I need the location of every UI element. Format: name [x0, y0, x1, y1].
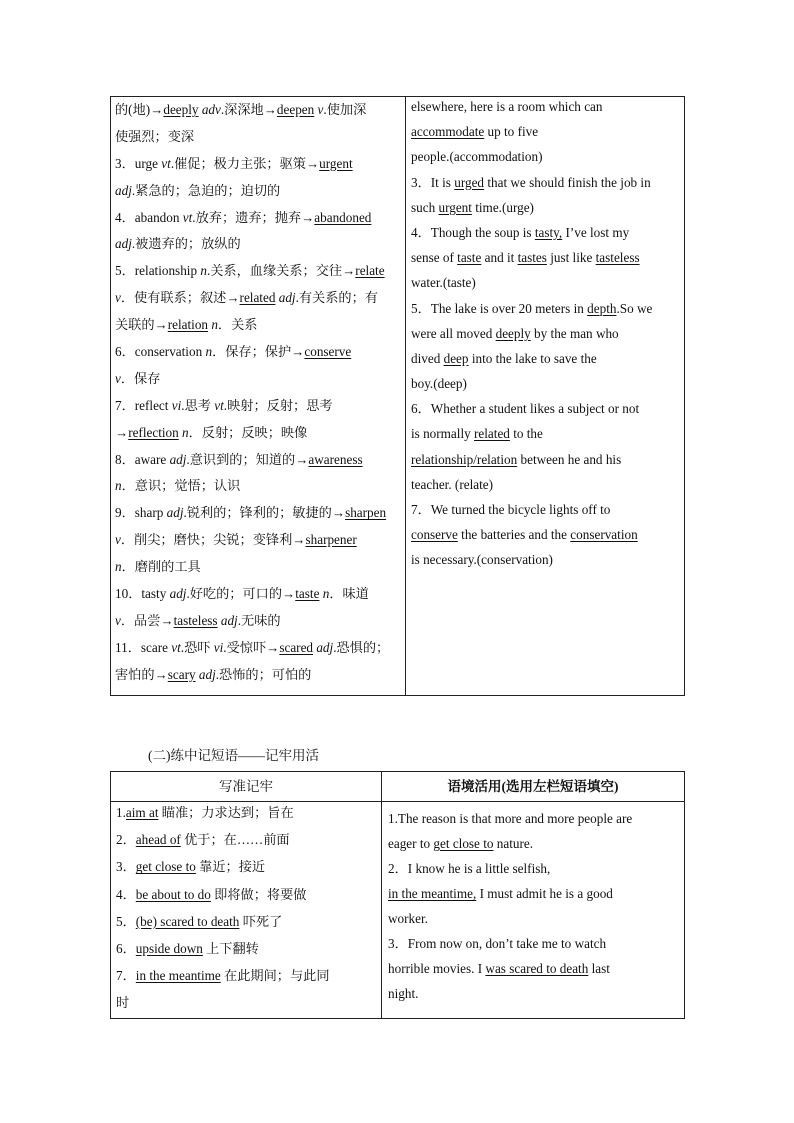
answer-text: (be) scared to death [135, 913, 240, 929]
text-segment: night. [388, 986, 419, 1001]
text-segment: .恐吓 [180, 639, 214, 655]
answer-text: urgent [319, 155, 353, 171]
text-segment: 5．The lake is over 20 meters in [411, 300, 588, 316]
text-line [411, 170, 683, 195]
text-line [411, 472, 683, 497]
text-segment: 11．scare [115, 639, 172, 655]
context-usage-column [411, 94, 683, 573]
text-line [115, 258, 403, 285]
answer-text: deeply [495, 325, 531, 341]
answer-text: in the meantime [135, 968, 221, 984]
part-of-speech: v [115, 370, 121, 386]
part-of-speech: adj [115, 236, 132, 252]
part-of-speech: n [211, 317, 218, 333]
text-segment: 上下翻转 [202, 940, 259, 956]
text-segment: 时 [116, 995, 130, 1011]
text-segment: .被遗弃的；放纵的 [131, 236, 241, 252]
text-line [411, 447, 683, 472]
text-segment: 的(地)→ [115, 102, 164, 117]
answer-text: related [239, 290, 276, 306]
part-of-speech: adj [115, 182, 132, 198]
text-segment: worker. [388, 911, 428, 926]
text-segment: people.(accommodation) [411, 149, 543, 165]
text-line [115, 527, 403, 554]
text-segment: 优于；在……前面 [180, 832, 290, 848]
text-segment: 3．It is [411, 174, 455, 190]
text-segment: ．使有联系；叙述→ [120, 290, 240, 306]
text-line [115, 662, 403, 689]
text-segment: .有关系的；有 [295, 290, 378, 306]
part-of-speech: adj [220, 612, 238, 628]
answer-text: taste [295, 586, 320, 602]
part-of-speech: adj [166, 505, 184, 521]
text-segment: .恐怖的；可怕的 [215, 666, 312, 682]
answer-text: urged [454, 174, 485, 190]
text-segment: .受惊吓→ [223, 639, 280, 655]
text-segment: horrible movies. I [388, 961, 486, 976]
text-line [115, 339, 403, 366]
answer-text: get close to [433, 836, 494, 851]
answer-text: scary [167, 666, 196, 682]
phrase-usage-column [388, 806, 680, 1006]
answer-text: get close to [135, 859, 196, 875]
answer-text: abandoned [314, 209, 372, 225]
text-segment: 4．abandon [115, 209, 183, 225]
part-of-speech: adj [198, 666, 216, 682]
text-segment: 关联的→ [115, 317, 168, 333]
text-segment: .使加深 [323, 102, 367, 117]
text-segment: 4．Though the soup is [411, 224, 535, 240]
answer-text: tastes [517, 250, 547, 266]
text-line [388, 831, 680, 856]
text-segment: is normally [411, 426, 475, 442]
text-line [411, 346, 683, 371]
text-line [411, 522, 683, 547]
part-of-speech: n [182, 424, 189, 440]
text-segment: ．磨削的工具 [121, 559, 201, 575]
text-line [115, 312, 403, 339]
phrase-list-column [116, 799, 378, 1017]
answer-text: deeply [163, 102, 199, 117]
text-segment: .映射；反射；思考 [223, 397, 333, 413]
text-segment: .深深地→ [220, 102, 277, 117]
text-segment: boy.(deep) [411, 376, 467, 392]
header-right: 语境活用(选用左栏短语填空) [447, 779, 619, 794]
text-line [115, 473, 403, 500]
text-segment: the batteries and the [457, 527, 571, 543]
text-line [116, 962, 378, 989]
text-line [115, 608, 403, 635]
text-line [388, 806, 680, 831]
answer-text: relate [355, 263, 385, 279]
text-segment: to the [509, 426, 543, 442]
phrase-table [110, 771, 685, 1019]
part-of-speech: v [115, 290, 121, 306]
answer-text: was scared to death [485, 961, 589, 976]
text-line [411, 94, 683, 119]
text-line [411, 396, 683, 421]
part-of-speech: vt [171, 639, 181, 655]
part-of-speech: v [115, 532, 121, 548]
text-line [116, 989, 378, 1016]
text-line [115, 178, 403, 205]
text-segment: 9．sharp [115, 505, 167, 521]
answer-text: related [474, 426, 510, 442]
text-segment: last [588, 961, 610, 976]
answer-text: sharpen [345, 505, 387, 521]
part-of-speech: vt [182, 209, 193, 225]
text-segment: .好吃的；可口的→ [186, 586, 296, 602]
text-segment: 4． [116, 886, 136, 902]
text-line [115, 285, 403, 312]
part-of-speech: adv [201, 102, 221, 117]
answer-text: deep [443, 350, 469, 366]
text-line [115, 366, 403, 393]
text-segment: 1.The reason is that more and more people are [388, 811, 633, 826]
word-family-column [115, 97, 403, 689]
text-segment: .催促；极力主张；驱策→ [170, 155, 320, 171]
text-segment: .无味的 [237, 612, 281, 628]
answer-text: depth [587, 300, 617, 316]
answer-text: deepen [276, 102, 315, 117]
text-line [115, 231, 403, 258]
text-segment: 2．I know he is a little selfish, [388, 861, 551, 876]
answer-text: upside down [135, 940, 203, 956]
answer-text: reflection [128, 424, 179, 440]
part-of-speech: adj [316, 639, 334, 655]
text-line [411, 144, 683, 169]
text-line [115, 124, 403, 151]
text-segment: ．品尝→ [120, 612, 174, 628]
text-segment: 在此期间；与此同 [220, 968, 330, 984]
text-line [411, 547, 683, 572]
text-line [116, 826, 378, 853]
text-segment: up to five [484, 124, 539, 140]
part-of-speech: n [322, 586, 330, 602]
text-segment: 吓死了 [239, 913, 283, 929]
text-line [115, 635, 403, 662]
text-segment: eager to [388, 836, 434, 851]
text-segment: 1. [116, 805, 126, 820]
part-of-speech: adj [278, 290, 296, 306]
part-of-speech: n [200, 263, 207, 279]
text-line [115, 581, 403, 608]
text-segment: 6． [116, 940, 136, 956]
text-segment: water.(taste) [411, 275, 476, 291]
text-segment: .锐利的；锋利的；敏捷的→ [183, 505, 346, 521]
text-segment: I’ve lost my [562, 224, 630, 240]
text-line [388, 906, 680, 931]
text-segment: time.(urge) [471, 199, 534, 215]
text-segment: ．反射；反映；映像 [188, 424, 308, 440]
text-line [388, 956, 680, 981]
text-line [388, 856, 680, 881]
answer-text: conserve [411, 527, 458, 543]
text-segment: nature. [493, 836, 534, 851]
answer-text: urgent [438, 199, 472, 215]
text-segment: .思考 [181, 397, 215, 413]
text-line [115, 151, 403, 178]
part-of-speech: n [115, 559, 122, 575]
text-line [115, 554, 403, 581]
part-of-speech: vi [213, 639, 224, 655]
text-line [411, 195, 683, 220]
text-line [388, 881, 680, 906]
text-segment: is necessary.(conservation) [411, 552, 553, 568]
answer-text: conservation [570, 527, 638, 543]
answer-text: tasty, [534, 224, 563, 240]
answer-text: scared [279, 639, 314, 655]
text-segment: ．味道 [329, 586, 369, 602]
text-line [116, 799, 378, 826]
text-line [115, 420, 403, 447]
answer-text: awareness [308, 451, 363, 467]
text-segment: were all moved [411, 325, 496, 341]
part-of-speech: vt [214, 397, 224, 413]
answer-text: ahead of [135, 832, 181, 848]
part-of-speech: adj [169, 451, 187, 467]
text-line [115, 447, 403, 474]
answer-text: tasteless [173, 612, 218, 628]
answer-text: sharpener [305, 532, 357, 548]
text-segment: 害怕的→ [115, 666, 168, 682]
text-segment: such [411, 199, 439, 215]
text-line [115, 393, 403, 420]
answer-text: in the meantime, [388, 886, 477, 901]
text-segment: 6．Whether a student likes a subject or not [411, 401, 640, 417]
text-segment: 10．tasty [115, 586, 170, 602]
text-line [388, 931, 680, 956]
part-of-speech: vt [161, 155, 171, 171]
part-of-speech: vi [171, 397, 182, 413]
text-line [411, 371, 683, 396]
text-line [115, 205, 403, 232]
text-line [411, 296, 683, 321]
text-line [116, 881, 378, 908]
text-segment: teacher. (relate) [411, 476, 493, 492]
answer-text: accommodate [411, 124, 485, 140]
text-line [116, 935, 378, 962]
text-line [411, 220, 683, 245]
vocabulary-table [110, 96, 685, 696]
text-segment: 5．relationship [115, 263, 201, 279]
text-segment: 靠近；接近 [195, 859, 266, 875]
text-segment: elsewhere, here is a room which can [411, 99, 603, 114]
text-segment: 6．conservation [115, 344, 206, 360]
answer-text: aim at [125, 805, 159, 820]
text-segment: dived [411, 350, 444, 366]
text-line [411, 245, 683, 270]
text-line [411, 119, 683, 144]
text-segment: 瞄准；力求达到；旨在 [158, 805, 294, 820]
text-line [115, 500, 403, 527]
text-segment: .So we [616, 300, 653, 316]
text-segment: that we should finish the job in [484, 174, 651, 190]
text-segment: → [115, 424, 129, 440]
column-divider [405, 97, 406, 695]
text-line [116, 853, 378, 880]
answer-text: relationship/relation [411, 451, 518, 467]
text-segment: 3．From now on, don’t take me to watch [388, 936, 607, 951]
text-line [388, 981, 680, 1006]
text-segment: ．保存 [120, 370, 161, 386]
text-line [116, 908, 378, 935]
part-of-speech: v [317, 102, 324, 117]
answer-text: conserve [304, 344, 352, 360]
text-segment: 即将做；将要做 [210, 886, 307, 902]
text-segment: by the man who [530, 325, 619, 341]
text-line [115, 97, 403, 124]
answer-text: relation [167, 317, 209, 333]
answer-text: tasteless [595, 250, 640, 266]
text-segment: between he and his [517, 451, 622, 467]
text-segment: ．保存；保护→ [212, 344, 305, 360]
answer-text: taste [457, 250, 482, 266]
text-segment: 8．aware [115, 451, 170, 467]
text-segment: 7． [116, 968, 136, 984]
text-line [411, 321, 683, 346]
text-segment: 3．urge [115, 155, 162, 171]
text-segment: .关系，血缘关系；交往→ [206, 263, 356, 279]
text-segment: 7．reflect [115, 397, 172, 413]
text-segment: sense of [411, 250, 458, 266]
text-segment: I must admit he is a good [476, 886, 613, 901]
text-segment: 2． [116, 832, 136, 848]
part-of-speech: adj [169, 586, 187, 602]
text-line [411, 270, 683, 295]
answer-text: be about to do [135, 886, 211, 902]
text-segment: .恐惧的； [333, 639, 390, 655]
text-segment: .放弃；遗弃；抛弃→ [192, 209, 315, 225]
text-segment: ．削尖；磨快；尖锐；变锋利→ [120, 532, 306, 548]
part-of-speech: n [205, 344, 213, 360]
text-segment: 5． [116, 913, 136, 929]
text-segment: 使强烈；变深 [115, 128, 195, 144]
text-line [411, 421, 683, 446]
text-segment: ．关系 [217, 317, 258, 333]
part-of-speech: v [115, 612, 121, 628]
text-segment: just like [546, 250, 596, 266]
section-title: (二)练中记短语——记牢用活 [148, 748, 319, 763]
text-segment: ．意识；觉悟；认识 [121, 478, 241, 494]
text-line [411, 497, 683, 522]
part-of-speech: n [115, 478, 122, 494]
text-segment: .意识到的；知道的→ [186, 451, 309, 467]
text-segment: .紧急的；急迫的；迫切的 [131, 182, 281, 198]
column-divider [381, 772, 382, 1018]
header-left: 写准记牢 [219, 779, 273, 794]
text-segment: 3． [116, 859, 136, 875]
text-segment: into the lake to save the [468, 350, 597, 366]
text-segment: 7．We turned the bicycle lights off to [411, 502, 611, 517]
text-segment: and it [481, 250, 518, 266]
